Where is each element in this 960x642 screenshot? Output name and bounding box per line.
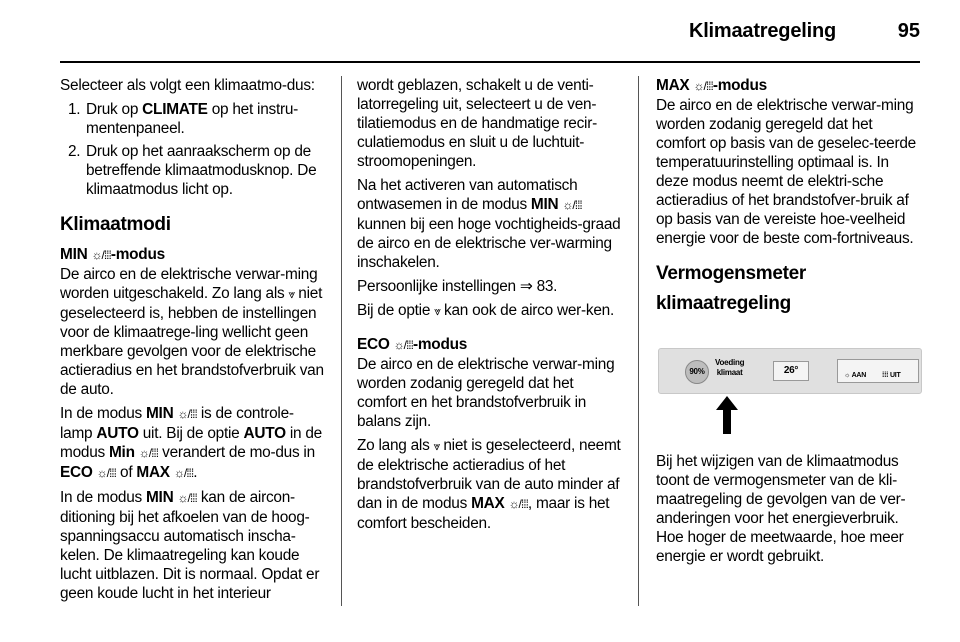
text-run: niet geselecteerd is, hebben de instellingen voor de klimaatrege-ling wellicht geen merkbare gevolgen voor de elektrische actieradius en het brandstofverbruik van de auto. [60,285,324,398]
climate-screen [658,348,922,394]
mode-icon: ☼/⁞⁞⁞ [173,466,194,480]
ac-on-button: ☼ AAN [844,372,867,379]
page-number: 95 [897,20,920,42]
mode-suffix: -modus [412,336,468,353]
step-number: 1. [68,101,81,118]
section-heading [656,262,922,316]
mode-name: AUTO [243,425,286,442]
page-title: Klimaatregeling [688,20,836,42]
paragraph [357,301,623,321]
max-mode-heading [656,76,922,96]
heat-off-button: ⁞⁞⁞ UIT [882,372,901,379]
mode-name: MAX [136,464,170,481]
mode-icon: ☼/⁞⁞⁞ [138,446,159,460]
text-run: Na het activeren van automatisch ontwasemen in de modus [357,177,578,213]
page-header [0,0,960,62]
mode-icon: ☼/⁞⁞⁞ [96,466,116,480]
mode-buttons [837,359,919,383]
mode-name: AUTO [96,425,139,442]
paragraph [60,404,326,483]
paragraph: De airco en de elektrische verwar-ming worden zodanig geregeld dat het comfort en het brandstofverbruik in balans zijn. [357,356,615,430]
ac-icon: ⩔ [433,439,440,453]
step-text: Druk op [86,101,143,118]
column-divider [341,76,342,606]
mode-icon: ☼/⁞⁞⁞ [693,79,713,93]
mode-name: Min [108,444,135,461]
text-run: Zo lang als [357,437,434,454]
step-text: op het instru-mentenpaneel. [86,101,299,137]
ac-icon: ⩔ [434,304,440,318]
text-run: , maar is het comfort bescheiden. [357,495,610,532]
steps-list [60,100,326,199]
power-meter-figure [656,336,922,442]
text-run: of [115,464,137,481]
text-run: uit. Bij de optie [138,425,244,442]
header-rule [60,61,920,63]
text-run: kan de aircon-ditioning bij het afkoelen van de hoog-spanningsaccu automatisch inscha-kelen. De klimaatregeling kan koude lucht uitblazen. Dit is normaal. Opdat er geen koude lucht in het interieur [60,489,320,602]
text-run: verandert de mo-dus in [158,444,315,461]
paragraph [357,176,623,272]
mode-name: MIN [145,489,174,506]
temperature-display: 26° [773,361,809,381]
eco-mode-heading [357,335,623,355]
ac-icon: ⩔ [288,287,295,301]
mode-name: MAX [471,495,505,512]
text-run: in de modus [60,425,322,461]
mode-icon: ☼/⁞⁞⁞ [91,248,111,262]
text-run: In de modus [60,489,146,506]
heading-line: Vermogensmeter [656,263,806,284]
step-text: Druk op het aanraakscherm op de betreffende klimaatmodusknop. De klimaatmodus licht op. [86,143,317,198]
paragraph: Bij het wijzigen van de klimaatmodus toont de vermogensmeter van de kli-maatregeling de gevolgen van de ver-anderingen voor het energieverbruik. Hoe hoger de meetwaarde, hoe meer energie er wordt gebruikt. [656,453,906,565]
gauge-label-line: klimaat [716,368,743,377]
mode-icon: ☼/⁞⁞⁞ [393,338,413,352]
paragraph: De airco en de elektrische verwar-ming worden zodanig geregeld dat het comfort op basis van de geselec-teerde temperatuurinstelling optimaal is. In deze modus neemt de elektri-sche actieradius of het brandstofver-bruik af op basis van de vereiste hoe-veelheid energie voor de beste com-fortniveaus. [656,97,916,247]
paragraph [60,265,326,399]
up-arrow-icon [716,396,738,434]
mode-icon: ☼/⁞⁞⁞ [508,497,528,511]
text-run: . [193,464,198,481]
paragraph: wordt geblazen, schakelt u de venti-latorregeling uit, selecteert u de ven-tilatiemodus en de handmatige recir-culatiemodus en sluit u de luchtuit-stroomopeningen. [357,77,597,170]
paragraph: Persoonlijke instellingen ⇒ 83. [357,278,558,295]
mode-icon: ☼/⁞⁞⁞ [562,198,582,212]
mode-suffix: -modus [110,246,165,263]
text-run: kunnen bij een hoge vochtigheids-graad de airco en de elektrische ver-warming inschakelen. [357,216,621,271]
mode-name: MIN [530,196,559,213]
step-number: 2. [68,143,81,160]
text-run: is de controle-lamp [60,405,294,442]
paragraph [357,436,623,533]
gauge-label [715,358,744,378]
column-1 [60,76,326,608]
heading-line: klimaatregeling [656,293,791,314]
section-heading: Klimaatmodi [60,214,171,235]
column-3 [656,76,922,571]
text-run: In de modus [60,405,146,422]
min-mode-heading [60,245,326,265]
mode-name: MIN [145,405,174,422]
mode-suffix: -modus [712,77,767,94]
mode-name: ECO [357,336,390,353]
mode-icon: ☼/⁞⁞⁞ [177,407,197,421]
gauge-label-line: Voeding [715,358,745,367]
list-item [60,100,326,138]
step-key: CLIMATE [142,101,208,118]
column-2 [357,76,623,538]
mode-name: MIN [60,246,88,263]
paragraph [60,488,326,603]
mode-name: MAX [656,77,690,94]
text-run: Bij de optie [357,302,435,319]
text-run: kan ook de airco wer-ken. [439,302,614,319]
power-gauge: 90% [685,360,709,384]
text-run: De airco en de elektrische verwar-ming worden uitgeschakeld. Zo lang als [60,266,318,302]
mode-name: ECO [60,464,93,481]
list-item [60,142,326,199]
text-run: niet is geselecteerd, neemt de elektrische actieradius of het brandstofverbruik van de auto minder af dan in de modus [357,437,621,512]
column-divider [638,76,639,606]
intro-text: Selecteer als volgt een klimaatmo-dus: [60,77,315,94]
mode-icon: ☼/⁞⁞⁞ [177,491,197,505]
